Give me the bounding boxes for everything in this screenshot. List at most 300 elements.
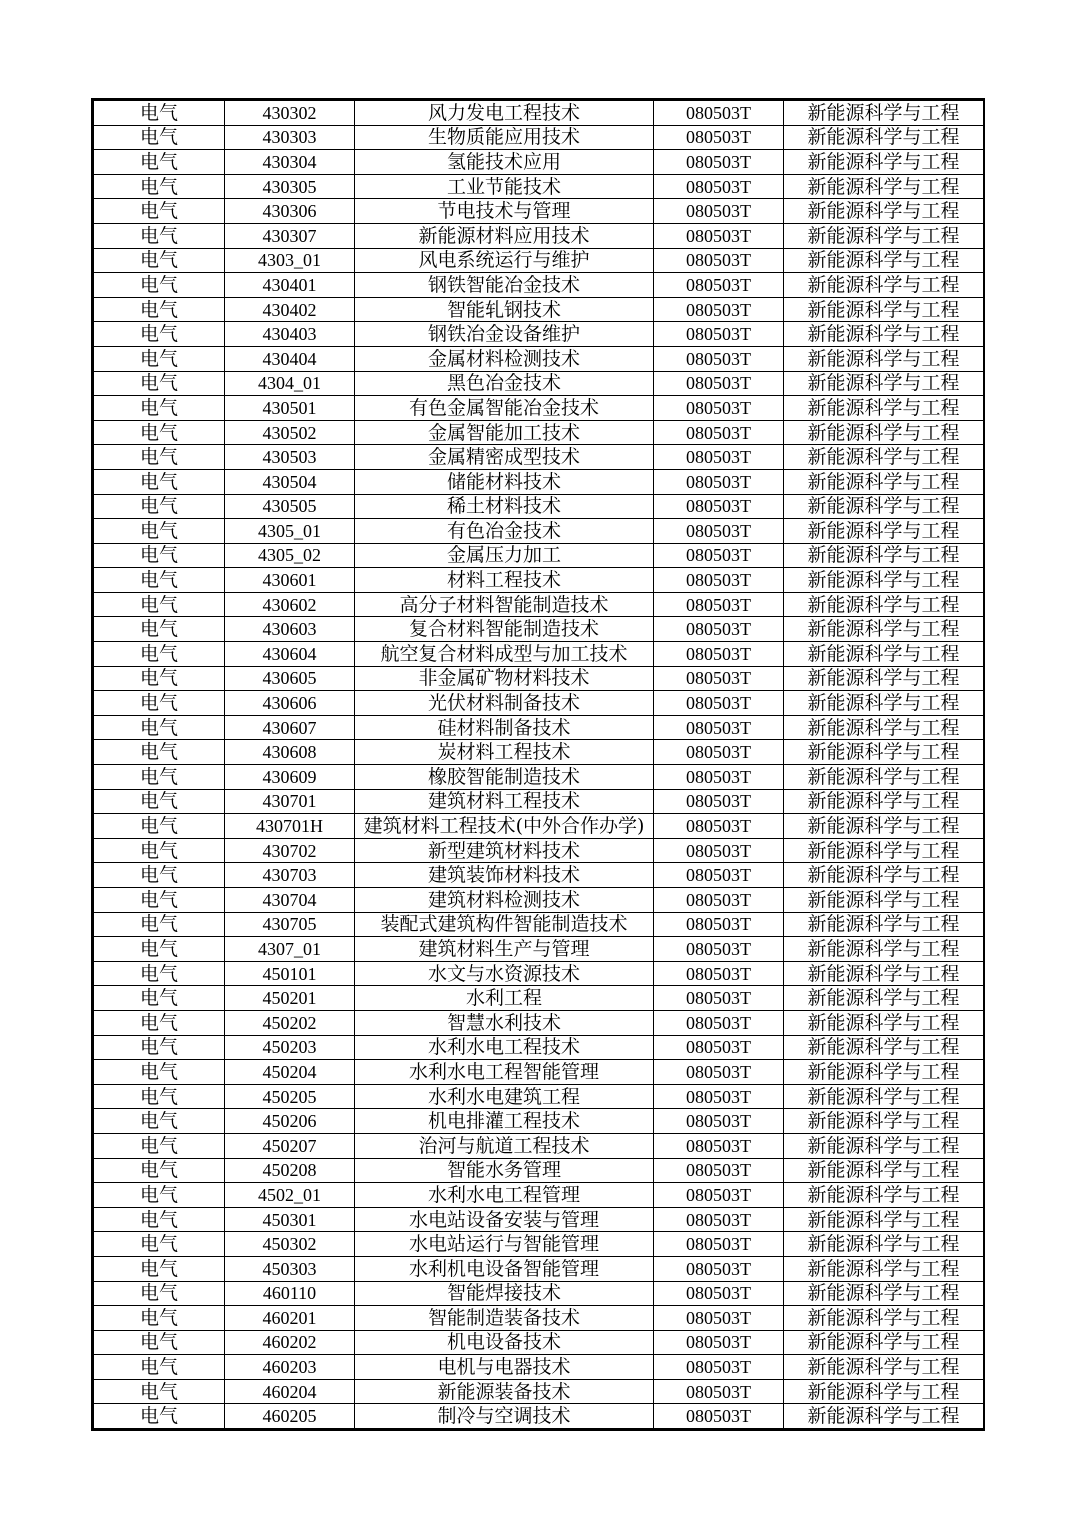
major-code-cell: 430704 [225, 888, 355, 913]
undergrad-code-cell: 080503T [654, 322, 784, 347]
major-code-cell: 430601 [225, 568, 355, 593]
major-name-cell: 工业节能技术 [355, 174, 654, 199]
undergrad-major-cell: 新能源科学与工程 [784, 1281, 984, 1306]
major-code-cell: 430403 [225, 322, 355, 347]
undergrad-major-cell: 新能源科学与工程 [784, 101, 984, 126]
undergrad-major-cell: 新能源科学与工程 [784, 789, 984, 814]
major-name-cell: 光伏材料制备技术 [355, 691, 654, 716]
category-cell: 电气 [94, 199, 225, 224]
major-name-cell: 智能制造装备技术 [355, 1306, 654, 1331]
undergrad-major-cell: 新能源科学与工程 [784, 961, 984, 986]
major-name-cell: 生物质能应用技术 [355, 125, 654, 150]
major-name-cell: 水利工程 [355, 986, 654, 1011]
undergrad-code-cell: 080503T [654, 1232, 784, 1257]
undergrad-major-cell: 新能源科学与工程 [784, 592, 984, 617]
category-cell: 电气 [94, 863, 225, 888]
category-cell: 电气 [94, 543, 225, 568]
undergrad-code-cell: 080503T [654, 961, 784, 986]
undergrad-code-cell: 080503T [654, 371, 784, 396]
undergrad-major-cell: 新能源科学与工程 [784, 248, 984, 273]
category-cell: 电气 [94, 150, 225, 175]
major-name-cell: 橡胶智能制造技术 [355, 765, 654, 790]
category-cell: 电气 [94, 248, 225, 273]
undergrad-code-cell: 080503T [654, 937, 784, 962]
table-row [94, 174, 984, 199]
major-name-cell: 水利水电建筑工程 [355, 1084, 654, 1109]
category-cell: 电气 [94, 642, 225, 667]
major-mapping-table [93, 100, 984, 1429]
category-cell: 电气 [94, 101, 225, 126]
category-cell: 电气 [94, 1232, 225, 1257]
category-cell: 电气 [94, 986, 225, 1011]
major-name-cell: 风电系统运行与维护 [355, 248, 654, 273]
table-row [94, 863, 984, 888]
table-row [94, 1060, 984, 1085]
undergrad-major-cell: 新能源科学与工程 [784, 445, 984, 470]
major-code-cell: 460204 [225, 1379, 355, 1404]
major-code-cell: 430701H [225, 814, 355, 839]
major-code-cell: 430305 [225, 174, 355, 199]
undergrad-code-cell: 080503T [654, 248, 784, 273]
category-cell: 电气 [94, 223, 225, 248]
undergrad-code-cell: 080503T [654, 691, 784, 716]
major-name-cell: 建筑装饰材料技术 [355, 863, 654, 888]
major-name-cell: 金属材料检测技术 [355, 346, 654, 371]
category-cell: 电气 [94, 469, 225, 494]
undergrad-code-cell: 080503T [654, 125, 784, 150]
undergrad-code-cell: 080503T [654, 101, 784, 126]
undergrad-code-cell: 080503T [654, 1330, 784, 1355]
undergrad-code-cell: 080503T [654, 273, 784, 298]
major-code-cell: 450208 [225, 1158, 355, 1183]
undergrad-code-cell: 080503T [654, 642, 784, 667]
category-cell: 电气 [94, 1379, 225, 1404]
table-row [94, 1256, 984, 1281]
undergrad-major-cell: 新能源科学与工程 [784, 912, 984, 937]
table-row [94, 1379, 984, 1404]
table-row [94, 961, 984, 986]
major-name-cell: 水利水电工程智能管理 [355, 1060, 654, 1085]
major-code-cell: 430606 [225, 691, 355, 716]
table-row [94, 814, 984, 839]
major-name-cell: 储能材料技术 [355, 469, 654, 494]
major-name-cell: 金属智能加工技术 [355, 420, 654, 445]
major-name-cell: 风力发电工程技术 [355, 101, 654, 126]
major-code-cell: 450202 [225, 1010, 355, 1035]
undergrad-code-cell: 080503T [654, 814, 784, 839]
undergrad-major-cell: 新能源科学与工程 [784, 1404, 984, 1429]
category-cell: 电气 [94, 765, 225, 790]
undergrad-major-cell: 新能源科学与工程 [784, 1183, 984, 1208]
table-row [94, 346, 984, 371]
undergrad-major-cell: 新能源科学与工程 [784, 1379, 984, 1404]
major-name-cell: 制冷与空调技术 [355, 1404, 654, 1429]
major-code-cell: 450301 [225, 1207, 355, 1232]
major-name-cell: 水电站设备安装与管理 [355, 1207, 654, 1232]
undergrad-major-cell: 新能源科学与工程 [784, 986, 984, 1011]
major-name-cell: 高分子材料智能制造技术 [355, 592, 654, 617]
major-code-cell: 430609 [225, 765, 355, 790]
table-row [94, 1084, 984, 1109]
undergrad-major-cell: 新能源科学与工程 [784, 223, 984, 248]
category-cell: 电气 [94, 1109, 225, 1134]
major-code-cell: 430502 [225, 420, 355, 445]
table-row [94, 322, 984, 347]
undergrad-major-cell: 新能源科学与工程 [784, 297, 984, 322]
undergrad-code-cell: 080503T [654, 1379, 784, 1404]
table-row [94, 420, 984, 445]
undergrad-major-cell: 新能源科学与工程 [784, 1207, 984, 1232]
major-code-cell: 430702 [225, 838, 355, 863]
undergrad-code-cell: 080503T [654, 986, 784, 1011]
table-row [94, 445, 984, 470]
major-code-cell: 460203 [225, 1355, 355, 1380]
table-row [94, 740, 984, 765]
undergrad-code-cell: 080503T [654, 1306, 784, 1331]
undergrad-code-cell: 080503T [654, 1207, 784, 1232]
major-name-cell: 水利水电工程技术 [355, 1035, 654, 1060]
major-name-cell: 金属精密成型技术 [355, 445, 654, 470]
undergrad-code-cell: 080503T [654, 445, 784, 470]
undergrad-major-cell: 新能源科学与工程 [784, 863, 984, 888]
category-cell: 电气 [94, 1010, 225, 1035]
table-row [94, 125, 984, 150]
undergrad-major-cell: 新能源科学与工程 [784, 199, 984, 224]
major-name-cell: 建筑材料检测技术 [355, 888, 654, 913]
category-cell: 电气 [94, 174, 225, 199]
major-name-cell: 水文与水资源技术 [355, 961, 654, 986]
undergrad-major-cell: 新能源科学与工程 [784, 666, 984, 691]
major-code-cell: 4303_01 [225, 248, 355, 273]
undergrad-code-cell: 080503T [654, 666, 784, 691]
undergrad-code-cell: 080503T [654, 1183, 784, 1208]
table-row [94, 494, 984, 519]
table-row [94, 937, 984, 962]
major-code-cell: 450206 [225, 1109, 355, 1134]
major-name-cell: 智能焊接技术 [355, 1281, 654, 1306]
table-row [94, 396, 984, 421]
table-row [94, 101, 984, 126]
undergrad-major-cell: 新能源科学与工程 [784, 396, 984, 421]
category-cell: 电气 [94, 568, 225, 593]
undergrad-code-cell: 080503T [654, 1109, 784, 1134]
undergrad-code-cell: 080503T [654, 568, 784, 593]
major-name-cell: 非金属矿物材料技术 [355, 666, 654, 691]
major-code-cell: 430501 [225, 396, 355, 421]
undergrad-major-cell: 新能源科学与工程 [784, 1330, 984, 1355]
undergrad-major-cell: 新能源科学与工程 [784, 346, 984, 371]
undergrad-code-cell: 080503T [654, 1035, 784, 1060]
undergrad-major-cell: 新能源科学与工程 [784, 519, 984, 544]
undergrad-major-cell: 新能源科学与工程 [784, 691, 984, 716]
undergrad-code-cell: 080503T [654, 420, 784, 445]
table-row [94, 150, 984, 175]
category-cell: 电气 [94, 888, 225, 913]
undergrad-major-cell: 新能源科学与工程 [784, 1109, 984, 1134]
table-row [94, 543, 984, 568]
undergrad-code-cell: 080503T [654, 346, 784, 371]
table-row [94, 838, 984, 863]
major-name-cell: 新能源装备技术 [355, 1379, 654, 1404]
category-cell: 电气 [94, 1404, 225, 1429]
major-code-cell: 450302 [225, 1232, 355, 1257]
undergrad-code-cell: 080503T [654, 838, 784, 863]
major-name-cell: 水利机电设备智能管理 [355, 1256, 654, 1281]
category-cell: 电气 [94, 494, 225, 519]
undergrad-major-cell: 新能源科学与工程 [784, 838, 984, 863]
major-name-cell: 钢铁冶金设备维护 [355, 322, 654, 347]
major-code-cell: 430404 [225, 346, 355, 371]
major-name-cell: 智能轧钢技术 [355, 297, 654, 322]
undergrad-major-cell: 新能源科学与工程 [784, 543, 984, 568]
undergrad-code-cell: 080503T [654, 863, 784, 888]
major-code-cell: 460202 [225, 1330, 355, 1355]
undergrad-code-cell: 080503T [654, 1084, 784, 1109]
category-cell: 电气 [94, 789, 225, 814]
table-row [94, 1330, 984, 1355]
table-row [94, 519, 984, 544]
table-row [94, 789, 984, 814]
category-cell: 电气 [94, 519, 225, 544]
major-name-cell: 装配式建筑构件智能制造技术 [355, 912, 654, 937]
undergrad-code-cell: 080503T [654, 888, 784, 913]
undergrad-code-cell: 080503T [654, 715, 784, 740]
undergrad-major-cell: 新能源科学与工程 [784, 937, 984, 962]
table-row [94, 642, 984, 667]
category-cell: 电气 [94, 691, 225, 716]
category-cell: 电气 [94, 838, 225, 863]
table-row [94, 1355, 984, 1380]
undergrad-major-cell: 新能源科学与工程 [784, 1158, 984, 1183]
category-cell: 电气 [94, 961, 225, 986]
major-code-cell: 430701 [225, 789, 355, 814]
major-code-cell: 430304 [225, 150, 355, 175]
category-cell: 电气 [94, 1281, 225, 1306]
major-code-cell: 430504 [225, 469, 355, 494]
undergrad-major-cell: 新能源科学与工程 [784, 765, 984, 790]
major-code-cell: 450201 [225, 986, 355, 1011]
table-row [94, 666, 984, 691]
major-code-cell: 430602 [225, 592, 355, 617]
category-cell: 电气 [94, 937, 225, 962]
major-code-cell: 430505 [225, 494, 355, 519]
undergrad-code-cell: 080503T [654, 223, 784, 248]
major-code-cell: 460205 [225, 1404, 355, 1429]
major-name-cell: 硅材料制备技术 [355, 715, 654, 740]
major-name-cell: 有色金属智能冶金技术 [355, 396, 654, 421]
undergrad-code-cell: 080503T [654, 912, 784, 937]
table-row [94, 1010, 984, 1035]
table-row [94, 912, 984, 937]
undergrad-major-cell: 新能源科学与工程 [784, 1060, 984, 1085]
major-name-cell: 智能水务管理 [355, 1158, 654, 1183]
major-code-cell: 430604 [225, 642, 355, 667]
table-row [94, 1109, 984, 1134]
category-cell: 电气 [94, 420, 225, 445]
category-cell: 电气 [94, 1060, 225, 1085]
undergrad-major-cell: 新能源科学与工程 [784, 642, 984, 667]
undergrad-code-cell: 080503T [654, 1404, 784, 1429]
category-cell: 电气 [94, 297, 225, 322]
undergrad-major-cell: 新能源科学与工程 [784, 1035, 984, 1060]
category-cell: 电气 [94, 396, 225, 421]
table-row [94, 1183, 984, 1208]
major-code-cell: 4502_01 [225, 1183, 355, 1208]
table-row [94, 273, 984, 298]
undergrad-code-cell: 080503T [654, 765, 784, 790]
table-row [94, 715, 984, 740]
table-row [94, 691, 984, 716]
table-body [94, 101, 984, 1429]
undergrad-major-cell: 新能源科学与工程 [784, 150, 984, 175]
undergrad-code-cell: 080503T [654, 543, 784, 568]
undergrad-major-cell: 新能源科学与工程 [784, 814, 984, 839]
major-name-cell: 机电设备技术 [355, 1330, 654, 1355]
major-code-cell: 4305_02 [225, 543, 355, 568]
undergrad-code-cell: 080503T [654, 150, 784, 175]
category-cell: 电气 [94, 617, 225, 642]
table-row [94, 617, 984, 642]
major-code-cell: 450101 [225, 961, 355, 986]
undergrad-major-cell: 新能源科学与工程 [784, 715, 984, 740]
major-name-cell: 建筑材料工程技术(中外合作办学) [355, 814, 654, 839]
major-code-cell: 4305_01 [225, 519, 355, 544]
category-cell: 电气 [94, 592, 225, 617]
undergrad-code-cell: 080503T [654, 199, 784, 224]
major-name-cell: 智慧水利技术 [355, 1010, 654, 1035]
undergrad-code-cell: 080503T [654, 1060, 784, 1085]
category-cell: 电气 [94, 1306, 225, 1331]
major-code-cell: 430603 [225, 617, 355, 642]
category-cell: 电气 [94, 1084, 225, 1109]
category-cell: 电气 [94, 814, 225, 839]
undergrad-major-cell: 新能源科学与工程 [784, 174, 984, 199]
major-name-cell: 机电排灌工程技术 [355, 1109, 654, 1134]
undergrad-major-cell: 新能源科学与工程 [784, 371, 984, 396]
table-row [94, 1404, 984, 1429]
major-code-cell: 460201 [225, 1306, 355, 1331]
category-cell: 电气 [94, 666, 225, 691]
major-code-cell: 430303 [225, 125, 355, 150]
major-code-cell: 430608 [225, 740, 355, 765]
undergrad-major-cell: 新能源科学与工程 [784, 494, 984, 519]
category-cell: 电气 [94, 1256, 225, 1281]
table-row [94, 765, 984, 790]
table-row [94, 1158, 984, 1183]
category-cell: 电气 [94, 273, 225, 298]
major-name-cell: 建筑材料生产与管理 [355, 937, 654, 962]
table-row [94, 592, 984, 617]
category-cell: 电气 [94, 1035, 225, 1060]
category-cell: 电气 [94, 1183, 225, 1208]
undergrad-major-cell: 新能源科学与工程 [784, 1355, 984, 1380]
major-code-cell: 450207 [225, 1133, 355, 1158]
undergrad-code-cell: 080503T [654, 1281, 784, 1306]
major-code-cell: 430307 [225, 223, 355, 248]
major-code-cell: 430703 [225, 863, 355, 888]
undergrad-major-cell: 新能源科学与工程 [784, 888, 984, 913]
major-name-cell: 水利水电工程管理 [355, 1183, 654, 1208]
category-cell: 电气 [94, 445, 225, 470]
undergrad-major-cell: 新能源科学与工程 [784, 1256, 984, 1281]
major-code-cell: 430607 [225, 715, 355, 740]
major-name-cell: 节电技术与管理 [355, 199, 654, 224]
table-row [94, 568, 984, 593]
category-cell: 电气 [94, 1355, 225, 1380]
major-code-cell: 430306 [225, 199, 355, 224]
major-name-cell: 建筑材料工程技术 [355, 789, 654, 814]
table-row [94, 469, 984, 494]
major-code-cell: 450205 [225, 1084, 355, 1109]
major-code-cell: 430503 [225, 445, 355, 470]
major-name-cell: 炭材料工程技术 [355, 740, 654, 765]
undergrad-code-cell: 080503T [654, 1158, 784, 1183]
undergrad-code-cell: 080503T [654, 519, 784, 544]
undergrad-major-cell: 新能源科学与工程 [784, 420, 984, 445]
table-row [94, 1306, 984, 1331]
category-cell: 电气 [94, 715, 225, 740]
category-cell: 电气 [94, 1207, 225, 1232]
table-row [94, 1035, 984, 1060]
category-cell: 电气 [94, 912, 225, 937]
table-row [94, 986, 984, 1011]
undergrad-major-cell: 新能源科学与工程 [784, 1232, 984, 1257]
major-code-cell: 4304_01 [225, 371, 355, 396]
major-code-cell: 450203 [225, 1035, 355, 1060]
major-name-cell: 稀土材料技术 [355, 494, 654, 519]
major-name-cell: 治河与航道工程技术 [355, 1133, 654, 1158]
category-cell: 电气 [94, 322, 225, 347]
category-cell: 电气 [94, 371, 225, 396]
major-name-cell: 黑色冶金技术 [355, 371, 654, 396]
major-name-cell: 有色冶金技术 [355, 519, 654, 544]
major-name-cell: 材料工程技术 [355, 568, 654, 593]
major-name-cell: 航空复合材料成型与加工技术 [355, 642, 654, 667]
undergrad-major-cell: 新能源科学与工程 [784, 322, 984, 347]
undergrad-code-cell: 080503T [654, 740, 784, 765]
major-name-cell: 水电站运行与智能管理 [355, 1232, 654, 1257]
undergrad-code-cell: 080503T [654, 617, 784, 642]
table-row [94, 371, 984, 396]
table-row [94, 1133, 984, 1158]
undergrad-major-cell: 新能源科学与工程 [784, 125, 984, 150]
major-name-cell: 金属压力加工 [355, 543, 654, 568]
major-code-cell: 430402 [225, 297, 355, 322]
undergrad-major-cell: 新能源科学与工程 [784, 273, 984, 298]
major-code-cell: 450204 [225, 1060, 355, 1085]
undergrad-code-cell: 080503T [654, 1010, 784, 1035]
major-name-cell: 复合材料智能制造技术 [355, 617, 654, 642]
undergrad-code-cell: 080503T [654, 789, 784, 814]
table-row [94, 297, 984, 322]
category-cell: 电气 [94, 346, 225, 371]
major-mapping-table-container [91, 98, 985, 1431]
table-row [94, 888, 984, 913]
major-code-cell: 4307_01 [225, 937, 355, 962]
major-code-cell: 430302 [225, 101, 355, 126]
undergrad-major-cell: 新能源科学与工程 [784, 568, 984, 593]
table-row [94, 1207, 984, 1232]
undergrad-code-cell: 080503T [654, 174, 784, 199]
major-code-cell: 430705 [225, 912, 355, 937]
major-code-cell: 430401 [225, 273, 355, 298]
undergrad-major-cell: 新能源科学与工程 [784, 1306, 984, 1331]
major-name-cell: 钢铁智能冶金技术 [355, 273, 654, 298]
major-code-cell: 460110 [225, 1281, 355, 1306]
table-row [94, 1232, 984, 1257]
undergrad-major-cell: 新能源科学与工程 [784, 1133, 984, 1158]
major-name-cell: 电机与电器技术 [355, 1355, 654, 1380]
